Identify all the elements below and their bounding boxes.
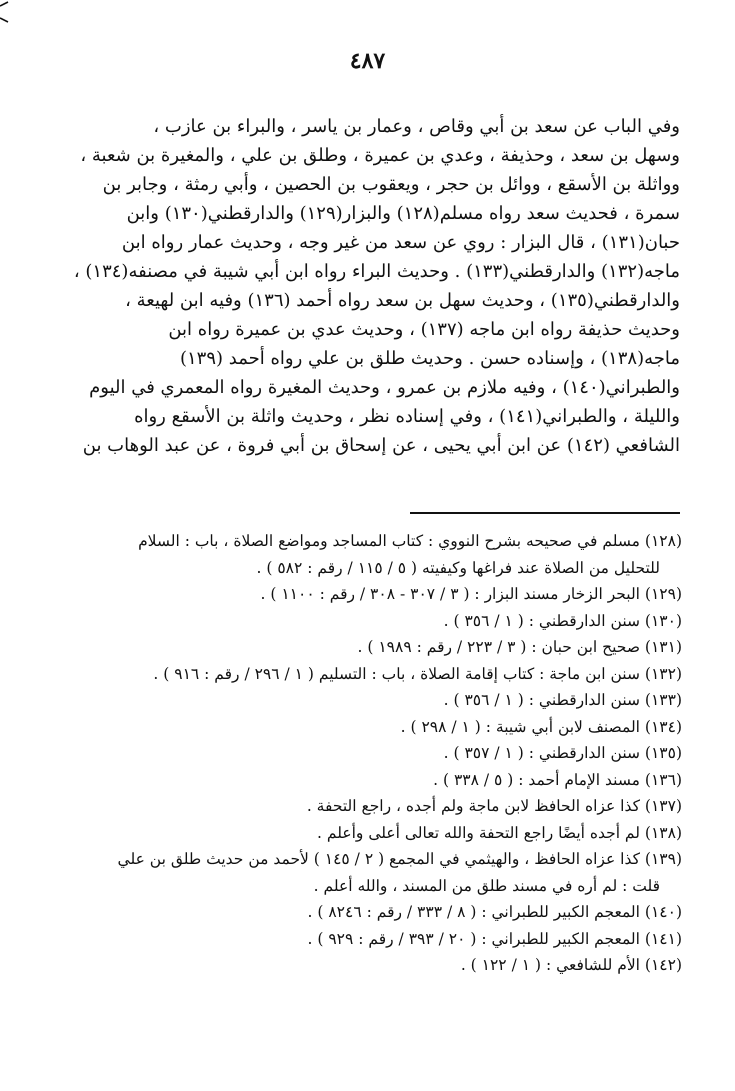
footnote-139: (١٣٩) كذا عزاه الحافظ ، والهيثمي في المجمع ( ٢ / ١٤٥ ) لأحمد من حديث طلق بن علي bbox=[117, 850, 682, 868]
footnote-134: (١٣٤) المصنف لابن أبي شيبة : ( ١ / ٢٩٨ ) . bbox=[400, 717, 682, 736]
body-line: ماجه(١٣٨) ، وإسناده حسن . وحديث طلق بن علي رواه أحمد (١٣٩) bbox=[179, 348, 680, 369]
page-corner-mark bbox=[0, 0, 10, 30]
footnote-130: (١٣٠) سنن الدارقطني : ( ١ / ٣٥٦ ) . bbox=[443, 611, 682, 630]
footnotes-section bbox=[60, 528, 682, 979]
body-line: والطبراني(١٤٠) ، وفيه ملازم بن عمرو ، وحديث المغيرة رواه المعمري في اليوم bbox=[89, 377, 680, 398]
footnote-135: (١٣٥) سنن الدارقطني : ( ١ / ٣٥٧ ) . bbox=[443, 744, 682, 762]
body-line: حبان(١٣١) ، قال البزار : روي عن سعد من غير وجه ، وحديث عمار رواه ابن bbox=[121, 232, 680, 253]
footnote-133: (١٣٣) سنن الدارقطني : ( ١ / ٣٥٦ ) . bbox=[443, 691, 682, 709]
footnote-132: (١٣٢) سنن ابن ماجة : كتاب إقامة الصلاة ، باب : التسليم ( ١ / ٢٩٦ / رقم : ٩١٦ ) . bbox=[153, 664, 682, 683]
footnote-128-continued: للتحليل من الصلاة عند فراغها وكيفيته ( ٥ / ١١٥ / رقم : ٥٨٢ ) . bbox=[256, 558, 660, 577]
body-line: والليلة ، والطبراني(١٤١) ، وفي إسناده نظر ، وحديث واثلة بن الأسقع رواه bbox=[134, 406, 680, 427]
page-number: ٤٨٧ bbox=[349, 48, 386, 74]
footnote-136: (١٣٦) مسند الإمام أحمد : ( ٥ / ٣٣٨ ) . bbox=[433, 770, 682, 789]
footnote-139-continued: قلت : لم أره في مسند طلق من المسند ، والله أعلم . bbox=[313, 876, 660, 895]
footnote-129: (١٢٩) البحر الزخار مسند البزار : ( ٣ / ٣٠٧ - ٣٠٨ / رقم : ١١٠٠ ) . bbox=[260, 585, 682, 603]
body-line: الشافعي (١٤٢) عن ابن أبي يحيى ، عن إسحاق بن أبي فروة ، عن عبد الوهاب بن bbox=[82, 435, 680, 456]
footnote-128: (١٢٨) مسلم في صحيحه بشرح النووي : كتاب المساجد ومواضع الصلاة ، باب : السلام bbox=[138, 532, 682, 550]
body-line: وحديث حذيفة رواه ابن ماجه (١٣٧) ، وحديث عدي بن عميرة رواه ابن bbox=[168, 319, 680, 340]
body-line: وسهل بن سعد ، وحذيفة ، وعدي بن عميرة ، وطلق بن علي ، والمغيرة بن شعبة ، bbox=[80, 145, 680, 166]
footnote-138: (١٣٨) لم أجده أيضًا راجع التحفة والله تعالى أعلى وأعلم . bbox=[317, 823, 682, 842]
body-line: ماجه(١٣٢) والدارقطني(١٣٣) . وحديث البراء رواه ابن أبي شيبة في مصنفه(١٣٤) ، bbox=[74, 261, 680, 282]
footnote-142: (١٤٢) الأم للشافعي : ( ١ / ١٢٢ ) . bbox=[460, 956, 682, 974]
footnote-141: (١٤١) المعجم الكبير للطبراني : ( ٢٠ / ٣٩٣ / رقم : ٩٢٩ ) . bbox=[307, 929, 682, 948]
body-line: سمرة ، فحديث سعد رواه مسلم(١٢٨) والبزار(١٢٩) والدارقطني(١٣٠) وابن bbox=[126, 203, 680, 224]
footnote-separator bbox=[410, 512, 680, 514]
body-line: والدارقطني(١٣٥) ، وحديث سهل بن سعد رواه أحمد (١٣٦) وفيه ابن لهيعة ، bbox=[125, 290, 680, 311]
footnote-131: (١٣١) صحيح ابن حبان : ( ٣ / ٢٢٣ / رقم : ١٩٨٩ ) . bbox=[357, 638, 682, 656]
footnote-137: (١٣٧) كذا عزاه الحافظ لابن ماجة ولم أجده ، راجع التحفة . bbox=[306, 797, 682, 815]
body-line: وواثلة بن الأسقع ، ووائل بن حجر ، ويعقوب بن الحصين ، وأبي رمثة ، وجابر بن bbox=[102, 174, 680, 195]
footnote-140: (١٤٠) المعجم الكبير للطبراني : ( ٨ / ٣٣٣ / رقم : ٨٢٤٦ ) . bbox=[307, 903, 682, 921]
main-body-text bbox=[74, 112, 680, 460]
body-line: وفي الباب عن سعد بن أبي وقاص ، وعمار بن ياسر ، والبراء بن عازب ، bbox=[153, 116, 680, 137]
